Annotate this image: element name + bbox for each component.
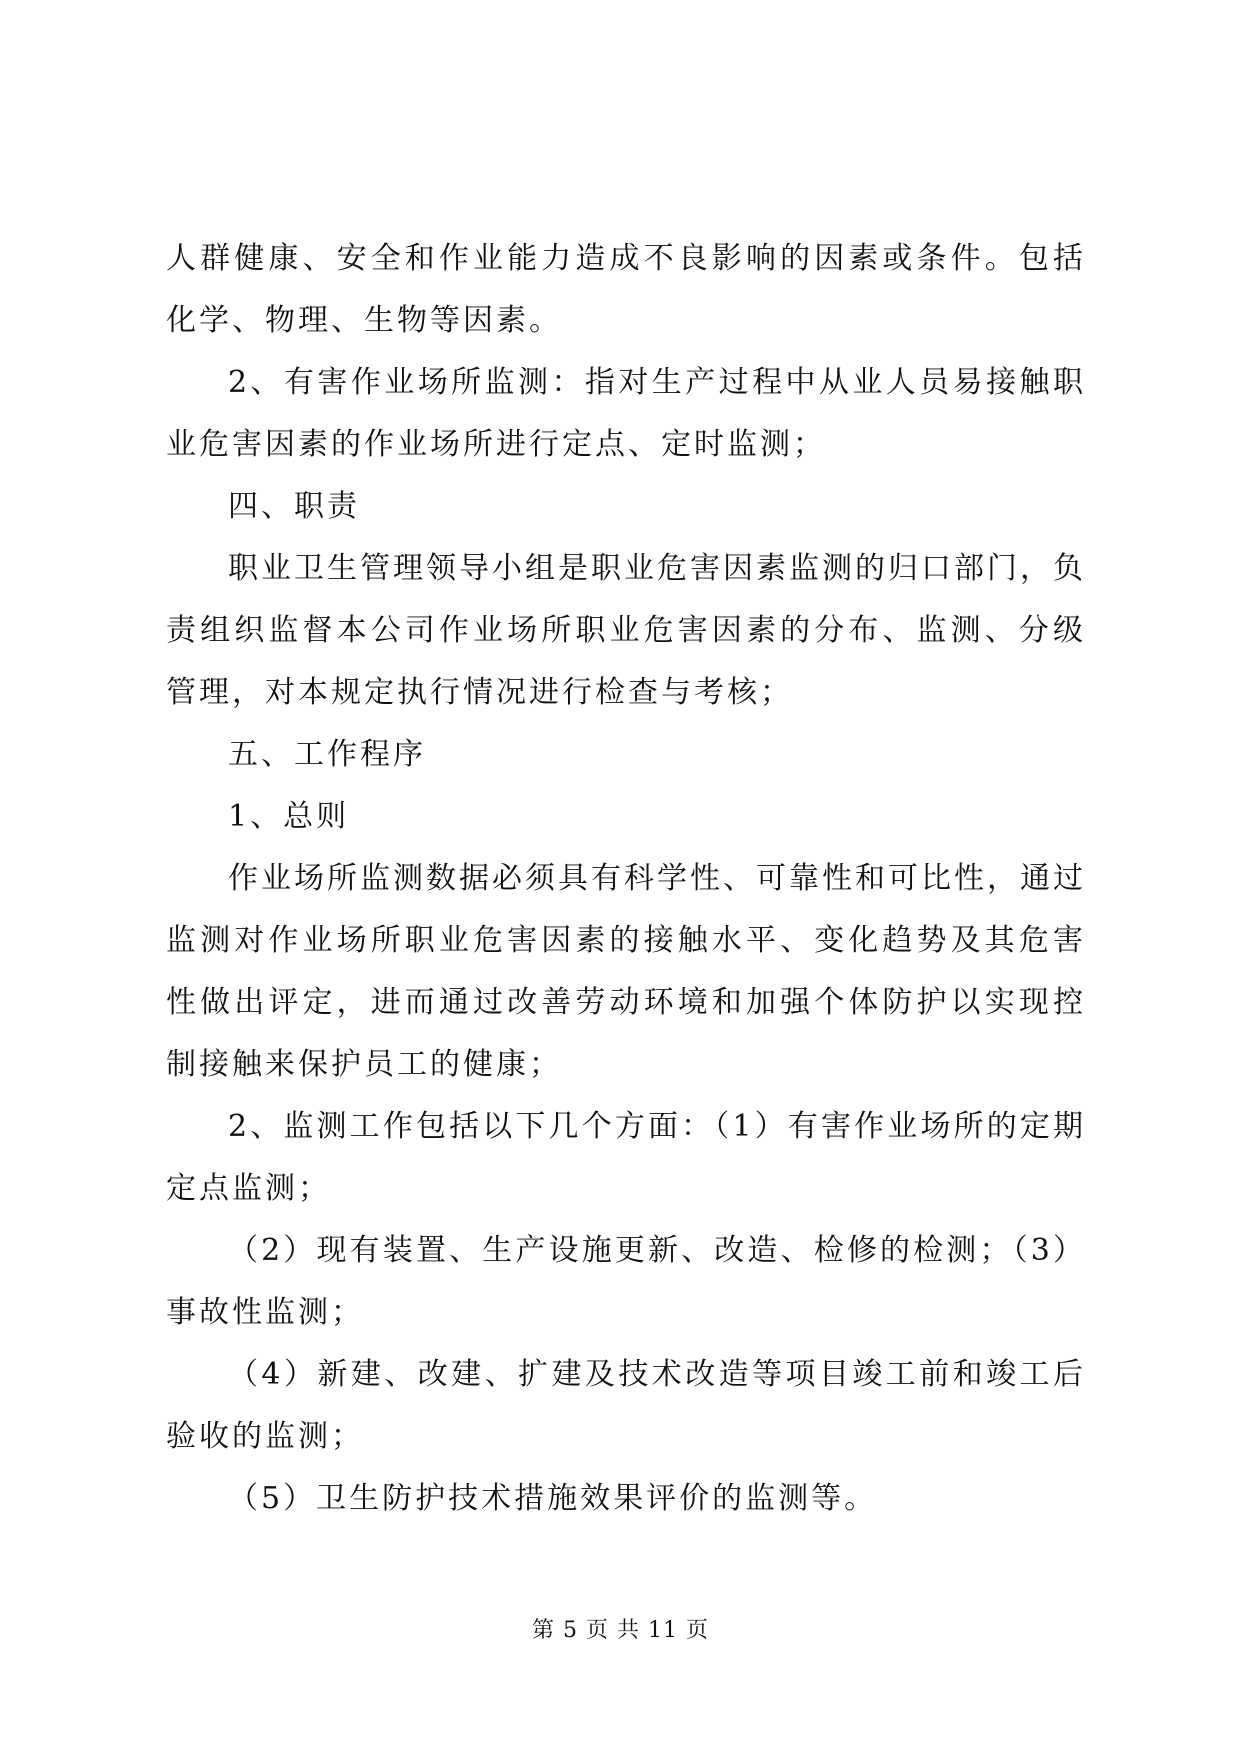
paragraph-item-5: （5）卫生防护技术措施效果评价的监测等。 <box>228 1481 878 1516</box>
paragraph-hazard-definition: 人群健康、安全和作业能力造成不良影响的因素或条件。包括化学、物理、生物等因素。 <box>166 241 1086 338</box>
paragraph-monitoring-aspects: 2、监测工作包括以下几个方面：（1）有害作业场所的定期定点监测； <box>166 1109 1086 1206</box>
page-footer: 第 5 页 共 11 页 <box>532 1618 709 1643</box>
paragraph-item-4: （4）新建、改建、扩建及技术改造等项目竣工前和竣工后验收的监测； <box>166 1357 1086 1454</box>
paragraph-general: 作业场所监测数据必须具有科学性、可靠性和可比性，通过监测对作业场所职业危害因素的接触水平、变化趋势及其危害性做出评定，进而通过改善劳动环境和加强个体防护以实现控制接触来保护员工的健康； <box>166 861 1086 1082</box>
document-body <box>166 228 1086 1530</box>
paragraph-responsibilities: 职业卫生管理领导小组是职业危害因素监测的归口部门，负责组织监督本公司作业场所职业危害因素的分布、监测、分级管理，对本规定执行情况进行检查与考核； <box>166 551 1086 710</box>
section-heading-procedures: 五、工作程序 <box>228 737 426 772</box>
paragraph-workplace-monitoring: 2、有害作业场所监测：指对生产过程中从业人员易接触职业危害因素的作业场所进行定点、定时监测； <box>166 365 1086 462</box>
section-heading-responsibilities: 四、职责 <box>228 489 360 524</box>
subheading-general: 1、总则 <box>228 799 350 834</box>
paragraph-item-2-3: （2）现有装置、生产设施更新、改造、检修的检测；（3）事故性监测； <box>166 1233 1086 1330</box>
